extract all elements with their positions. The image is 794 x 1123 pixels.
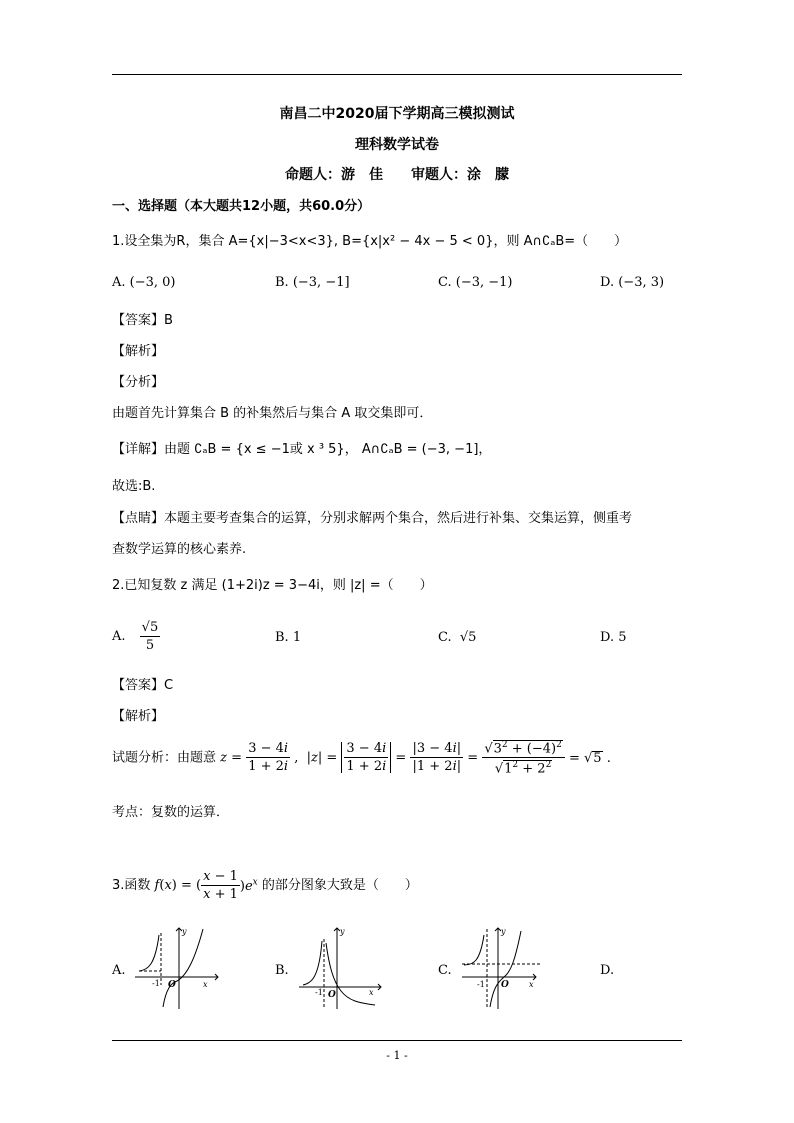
svg-text:x: x [369, 988, 374, 997]
q2-option-a-label: A. [112, 629, 126, 644]
paper-authors: 命题人：游 佳 审题人：涂 朦 [285, 167, 509, 183]
svg-text:-1: -1 [152, 979, 160, 988]
q2-jiexi: 【解析】 [112, 709, 165, 724]
q1-answer: 【答案】B [112, 313, 173, 328]
svg-text:x: x [529, 980, 534, 989]
q1-fenxi-text: 由题首先计算集合 B 的补集然后与集合 A 取交集即可． [112, 406, 433, 421]
q2-option-b: B. 1 [275, 630, 302, 645]
q3-option-d: D. [600, 963, 615, 978]
page-number: - 1 - [386, 1049, 408, 1062]
q2-option-c [438, 631, 476, 644]
svg-text:-1: -1 [477, 980, 485, 989]
q1-option-d: D. (−3, 3) [600, 275, 665, 290]
paper-title: 南昌二中2020届下学期高三模拟测试 [279, 106, 515, 122]
q3-option-c: C. [438, 963, 452, 978]
q1-dianjing-line2: 查数学运算的核心素养. [112, 542, 247, 557]
q2-answer: 【答案】C [112, 678, 174, 693]
q2-option-a-num: √5 [141, 620, 159, 635]
q1-option-a: A. (−3, 0) [112, 275, 176, 290]
q1-xiangjie: 【详解】由题 ∁ₐB = {x ≤ −1或 x ³ 5}， A∩∁ₐB = (−3, −1]， [112, 442, 492, 457]
q1-option-b: B. (−3, −1] [275, 275, 350, 290]
q1-guxuan: 故选:B. [112, 479, 156, 494]
q2-fenxi: 试题分析：由题意 z = $\frac{3 - 4i}{1 + 2i}$ , |z| = $\frac{3 - 4i}{1 + 2i}$ = $\frac{|3 - 4i|}{|1 + 2i|}$ = $\frac{√3^2 + (-4)^2}{√1^2 + 2^2}$ = √5 . [112, 740, 611, 777]
q3-graph-b [297, 925, 387, 1010]
q1-stem-prefix: 1.设全集为 [112, 234, 177, 249]
q1-stem [112, 235, 627, 248]
header-rule [112, 74, 682, 75]
q2-option-a-den: 5 [145, 638, 155, 653]
q1-option-c: C. (−3, −1) [438, 275, 513, 290]
q3-option-a: A. [112, 963, 126, 978]
q1-dianjing-line1: 【点睛】本题主要考查集合的运算，分别求解两个集合，然后进行补集、交集运算，侧重考 [112, 511, 633, 526]
q2-option-c-value: √5 [459, 630, 477, 645]
q2-option-a [112, 621, 160, 652]
q2-option-c-label: C. [438, 630, 452, 645]
section-heading: 一、选择题（本大题共12小题，共60.0分） [112, 199, 371, 214]
svg-text:-1: -1 [315, 988, 323, 997]
q3-stem-prefix: 3.函数 [112, 878, 151, 893]
svg-text:O: O [328, 990, 336, 1000]
q2-option-a-fraction [140, 621, 161, 652]
q3-option-b: B. [275, 963, 289, 978]
q1-stem-text: R，集合 A={x|−3<x<3}, B={x|x² − 4x − 5 < 0}，则 A∩∁ₐB=（ ） [176, 234, 628, 249]
svg-text:x: x [203, 980, 208, 989]
paper-subtitle: 理科数学试卷 [355, 137, 439, 153]
q3-graph-c [460, 925, 542, 1010]
svg-text:y: y [182, 927, 187, 936]
q3-graph-a [133, 925, 225, 1010]
footer-rule [112, 1040, 682, 1041]
q2-stem: 2.已知复数 z 满足 (1+2i)z = 3−4i，则 |z| =（ ） [112, 578, 433, 593]
q1-jiexi: 【解析】 [112, 344, 165, 359]
svg-text:y: y [501, 927, 506, 936]
svg-text:y: y [340, 927, 345, 936]
q2-fenxi-prefix: 试题分析：由题意 [112, 750, 217, 766]
svg-text:O: O [501, 980, 509, 990]
q2-kaodian: 考点：复数的运算． [112, 805, 230, 820]
q1-fenxi: 【分析】 [112, 375, 165, 390]
q3-stem: 3.函数 f(x) = ( $\frac{x - 1}{x + 1}$ )$e^x$ 的部分图象大致是（ ） [112, 869, 418, 902]
q3-stem-suffix: 的部分图象大致是（ ） [261, 878, 418, 893]
svg-text:O: O [168, 980, 176, 990]
q2-option-d: D. 5 [600, 630, 627, 645]
